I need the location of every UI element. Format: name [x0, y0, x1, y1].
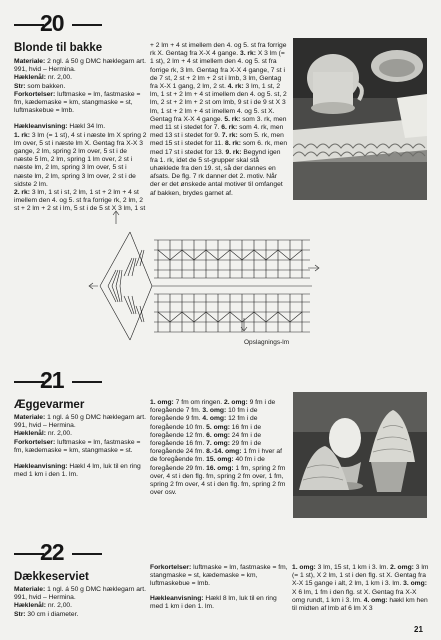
round-2-label: 2. omg:: [223, 399, 248, 406]
round-3-label: 3. omg:: [403, 580, 427, 588]
section-21-col2: [150, 399, 288, 497]
instr-label: Hækleanvisning:: [14, 123, 68, 131]
row-4-text: 3 lm, 1 st, 2 lm, 1 st + 2 lm + 4 st imellem den 4. og 5. st, 2 lm, 2 st + 2 lm + 2 st om lmb, 9 st i de 9 st X 3 lm, 1 st + 2 lm + 4 st imellem 4. og 5. st X. Gentag fra X-X 4 gange.: [150, 83, 287, 123]
crochet-diagram: [78, 206, 328, 366]
row-3-text: X 3 lm (= 1 st), 2 lm + 4 st imellem den 4. og 5. st fra forrige rk, 3 lm. Gentag fra X-X 4 gange, 7 st i de 7 st, 2 st + 2 lm + 2 st i lmb, 3 lm, Gentag fra X-X 1 gang, 2 lm, 2 st.: [150, 50, 285, 91]
round-6-text: 24 fm i de foregående 16 fm.: [150, 431, 262, 448]
round-4-label: 4. omg:: [202, 415, 227, 423]
materials-label: Materiale:: [14, 414, 46, 421]
section-22-title: Dækkeserviet: [14, 571, 89, 583]
materials-label: Materiale:: [14, 586, 46, 593]
row-5-text: som 3. rk, men med 11 st i stedet for 7.: [150, 115, 287, 132]
round-4-text: hækl km hen til midten af lmb af 6 lm X 3: [292, 596, 428, 613]
abbr-label: Forkortelser:: [14, 90, 56, 98]
section-22-col1: [14, 586, 147, 619]
row-1-text: 3 lm (= 1 st), 4 st i næste lm X spring 2 lm over, 5 st i næste lm X. Gentag fra X-X 3 gange, 2 lm, spring 2 lm over, 5 st i de næste 5 lm, 2 lm, spring 1 lm over, 2 st i næste lm, 2 lm, spring 3 lm over, 5 st i næste lm, 2 lm, spring 3 lm over, 2 st i de sidste 2 lm.: [14, 131, 147, 188]
size-text: som bakken.: [27, 82, 66, 90]
instr-label: Hækleanvisning:: [14, 463, 68, 471]
round-1-label: 1. omg:: [292, 564, 316, 571]
section-21-col1: [14, 414, 147, 479]
instr-text: Hækl 34 lm.: [69, 123, 106, 131]
round-3-text: X 6 lm, 1 fm i den flg. st X. Gentag fra X-X omg rundt, 1 km i 3. lm.: [292, 588, 417, 604]
size-label: Str:: [14, 610, 26, 618]
materials-text: 2 ngl. á 50 g DMC hæklegarn art. 991, hvid – Hermina.: [14, 58, 146, 74]
row-7-text: som 5. rk, men med 15 st i stedet for 11.: [150, 132, 284, 148]
materials-text: 1 ngl. á 50 g DMC hæklegarn art. 991, hvid – Hermina.: [14, 414, 146, 430]
row-6-label: 6. rk:: [221, 124, 238, 132]
row-2-text: 3 lm, 1 st i st, 2 lm, 1 st + 2 lm + 4 st imellem den 4. og 5. st fra forrige rk, 2 lm, 2 st + 2 lm + 2 st i lm, 5 st i de 5 st X 3 lm, 1 st: [14, 189, 146, 213]
instr-label: Hækleanvisning:: [150, 594, 204, 602]
section-22-number: 22: [40, 539, 64, 565]
egg-cozy-photo: [293, 392, 427, 518]
round-4-label: 4. omg:: [363, 596, 388, 604]
round-2-text: 9 fm i de foregående 7 fm.: [150, 399, 276, 415]
hook-text: nr. 2,00.: [47, 430, 72, 438]
section-21-rule-right: [72, 381, 102, 383]
egg-cozy-photo-graphic: [293, 392, 427, 518]
abbr-text: luftmaske = lm, fastmaske = fm, kædemaske = km, stangmaske = st, luftmaskebue = lmb.: [14, 90, 141, 115]
section-20-rule-right: [72, 24, 102, 26]
page-number: 21: [414, 625, 423, 634]
row-4-label: 4. rk:: [227, 83, 244, 91]
row-7-label: 7. rk:: [221, 132, 238, 140]
size-label: Str:: [14, 82, 26, 90]
round-5-label: 5. omg:: [206, 423, 230, 431]
row-9-label: 9. rk:: [225, 148, 242, 156]
section-20-col1: [14, 58, 147, 214]
round-4-text: 12 fm i de foregående 10 fm.: [150, 415, 258, 431]
abbr-text: luftmaske = lm, fastmaske = fm, kædemaske = km, stangmaske = st.: [14, 438, 141, 454]
row-5-label: 5. rk:: [224, 115, 241, 123]
instr-text: Hækl 8 lm, luk til en ring med 1 km i den 1. lm.: [150, 594, 277, 610]
instr-text: Hækl 4 lm, luk til en ring med 1 km i den 1. lm.: [14, 463, 141, 479]
hook-text: nr. 2,00.: [47, 74, 72, 82]
round-5-text: 16 fm i de foregående 12 fm.: [150, 423, 262, 439]
row-2-continued: + 2 lm + 4 st imellem den 4. og 5. st fra forrige rk X. Gentag fra X-X 4 gange.: [150, 42, 287, 58]
section-20-number: 20: [40, 10, 64, 36]
round-6-label: 6. omg:: [206, 431, 230, 439]
section-22-rule-right: [72, 553, 102, 555]
row-8-label: 8. rk:: [224, 140, 241, 148]
lace-tray-photo: [293, 38, 427, 200]
row-8-text: som 6. rk, men med 17 st i stedet for 13.: [150, 140, 288, 156]
materials-label: Materiale:: [14, 58, 46, 65]
section-21-number: 21: [40, 367, 64, 393]
crochet-diagram-graphic: [78, 206, 328, 366]
hook-label: Hæklenål:: [14, 430, 46, 438]
round-3-label: 3. omg:: [202, 407, 227, 415]
round-8-text: 1 fm i hver af de foregående fm.: [150, 448, 282, 464]
hook-label: Hæklenål:: [14, 74, 46, 82]
section-20-col2: [150, 42, 288, 198]
round-16-text: 1 fm, spring 2 fm over, 4 st i den flg. fm, spring 2 fm over, 1 fm, spring 2 fm over, 4 st i den flg. fm, spring 2 fm over osv.: [150, 464, 286, 497]
section-22-col2: [150, 564, 288, 611]
round-1-text: 7 fm om ringen.: [175, 399, 223, 406]
materials-text: 1 ngl. á 50 g DMC hæklegarn art. 991, hvid – Hermina.: [14, 586, 146, 602]
round-16-label: 16. omg:: [206, 464, 234, 472]
abbr-text: luftmaske = lm, fastmaske = fm, stangmaske = st, kædemaske = km, luftmaskebue = lmb.: [150, 564, 288, 588]
round-15-label: 15. omg:: [206, 456, 234, 464]
row-9-text: Begynd igen fra 1. rk, idet de 5 st-grupper skal stå uhæklede fra den 19. st, så der dannes en afsats. De flg. 7 rk danner det 2. motiv. Når der er det ønskede antal motiver til omfanget af bakken, brydes garnet af.: [150, 148, 283, 197]
diagram-label: Opslagnings-lm: [244, 339, 290, 346]
round-3-text: 10 fm i de foregående 9 fm.: [150, 407, 258, 423]
round-7-text: 29 fm i de foregående 24 fm.: [150, 440, 262, 456]
round-8-label: 8.-14. omg:: [206, 448, 242, 456]
hook-text: nr. 2,00.: [47, 602, 72, 610]
round-2-label: 2. omg:: [390, 564, 414, 571]
row-3-label: 3. rk:: [239, 50, 256, 58]
round-1-label: 1. omg:: [150, 399, 174, 406]
round-15-text: 40 fm i de foregående 29 fm.: [150, 456, 265, 472]
round-2-text: 3 lm (= 1 st), X 2 lm, 1 st i den flg. st X. Gentag fra X-X 15 gange i alt, 2 lm, 1 km i 3. lm.: [292, 564, 429, 588]
lace-tray-photo-graphic: [293, 38, 427, 200]
round-7-label: 7. omg:: [206, 440, 230, 448]
size-text: 30 cm i diameter.: [27, 610, 79, 618]
abbr-label: Forkortelser:: [14, 438, 56, 446]
row-6-text: som 4. rk, men med 13 st i stedet for 9.: [150, 124, 284, 140]
row-2-label: 2. rk:: [14, 189, 30, 197]
row-1-label: 1. rk:: [14, 131, 30, 139]
section-22-col3: [292, 564, 430, 613]
round-1-text: 3 lm, 15 st, 1 km i 3. lm.: [317, 564, 389, 571]
section-20-title: Blonde til bakke: [14, 42, 103, 54]
abbr-label: Forkortelser:: [150, 564, 192, 571]
hook-label: Hæklenål:: [14, 602, 46, 610]
section-21-title: Æggevarmer: [14, 399, 85, 411]
